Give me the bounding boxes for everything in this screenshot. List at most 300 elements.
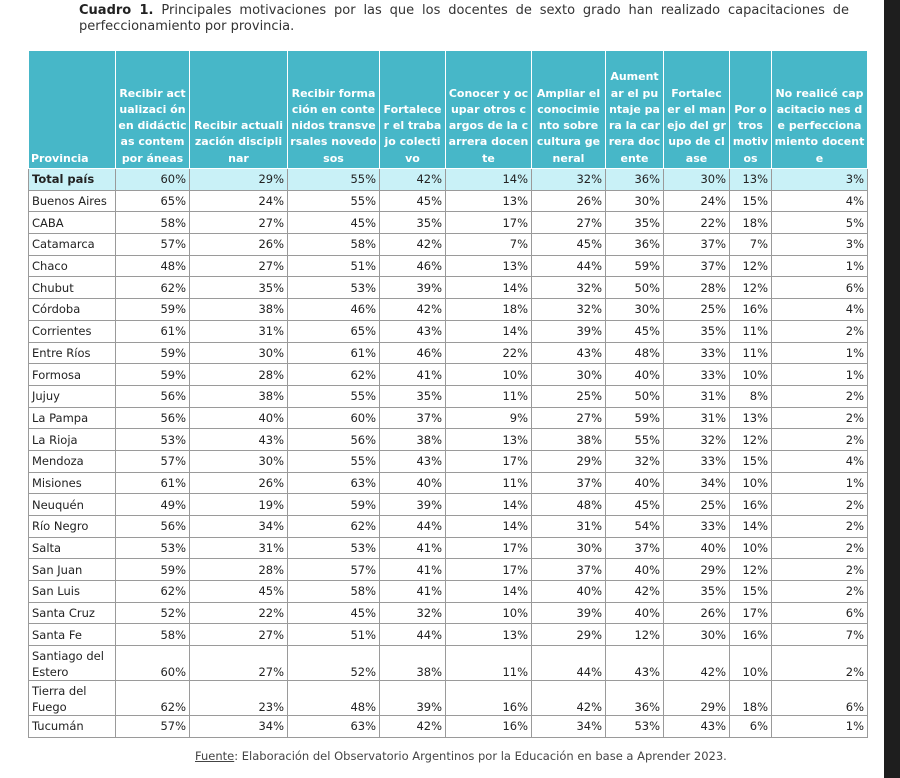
value-cell: 55% [288, 450, 380, 472]
value-cell: 16% [730, 624, 772, 646]
value-cell: 17% [446, 559, 532, 581]
value-cell: 60% [116, 646, 190, 681]
value-cell: 6% [730, 716, 772, 738]
value-cell: 12% [730, 255, 772, 277]
value-cell: 15% [730, 450, 772, 472]
value-cell: 10% [730, 537, 772, 559]
value-cell: 10% [446, 364, 532, 386]
value-cell: 11% [446, 385, 532, 407]
province-cell: Córdoba [29, 299, 116, 321]
province-cell: Tucumán [29, 716, 116, 738]
table-row [29, 364, 868, 386]
value-cell: 10% [730, 472, 772, 494]
province-cell: Corrientes [29, 320, 116, 342]
value-cell: 56% [288, 429, 380, 451]
province-cell: Jujuy [29, 385, 116, 407]
value-cell: 55% [288, 190, 380, 212]
value-cell: 42% [380, 299, 446, 321]
value-cell: 37% [664, 255, 730, 277]
table-row [29, 602, 868, 624]
value-cell: 38% [190, 385, 288, 407]
value-cell: 35% [606, 212, 664, 234]
value-cell: 59% [288, 494, 380, 516]
value-cell: 1% [772, 342, 868, 364]
value-cell: 29% [532, 624, 606, 646]
value-cell: 55% [288, 385, 380, 407]
value-cell: 2% [772, 429, 868, 451]
value-cell: 12% [730, 429, 772, 451]
value-cell: 38% [190, 299, 288, 321]
value-cell: 27% [532, 212, 606, 234]
value-cell: 50% [606, 385, 664, 407]
province-cell: Catamarca [29, 234, 116, 256]
value-cell: 25% [532, 385, 606, 407]
value-cell: 43% [606, 646, 664, 681]
value-cell: 65% [288, 320, 380, 342]
value-cell: 14% [730, 516, 772, 538]
province-cell: La Rioja [29, 429, 116, 451]
value-cell: 30% [664, 624, 730, 646]
table-body [29, 169, 868, 738]
province-cell: Total país [29, 169, 116, 191]
value-cell: 44% [532, 255, 606, 277]
value-cell: 10% [730, 646, 772, 681]
value-cell: 32% [606, 450, 664, 472]
value-cell: 13% [730, 169, 772, 191]
value-cell: 48% [288, 681, 380, 716]
value-cell: 16% [446, 681, 532, 716]
value-cell: 43% [380, 450, 446, 472]
value-cell: 61% [116, 472, 190, 494]
table-row [29, 212, 868, 234]
value-cell: 40% [380, 472, 446, 494]
value-cell: 34% [532, 716, 606, 738]
value-cell: 59% [606, 407, 664, 429]
value-cell: 1% [772, 716, 868, 738]
value-cell: 34% [190, 516, 288, 538]
table-row [29, 559, 868, 581]
value-cell: 10% [730, 364, 772, 386]
value-cell: 13% [730, 407, 772, 429]
table-row [29, 681, 868, 716]
value-cell: 37% [606, 537, 664, 559]
column-header-provincia: Provincia [29, 51, 116, 169]
value-cell: 30% [190, 342, 288, 364]
value-cell: 16% [730, 494, 772, 516]
value-cell: 7% [772, 624, 868, 646]
value-cell: 13% [446, 255, 532, 277]
value-cell: 2% [772, 646, 868, 681]
province-cell: Mendoza [29, 450, 116, 472]
value-cell: 62% [116, 681, 190, 716]
value-cell: 39% [380, 277, 446, 299]
value-cell: 37% [664, 234, 730, 256]
value-cell: 56% [116, 407, 190, 429]
value-cell: 26% [664, 602, 730, 624]
province-cell: Chaco [29, 255, 116, 277]
value-cell: 34% [190, 716, 288, 738]
value-cell: 62% [288, 364, 380, 386]
value-cell: 29% [664, 559, 730, 581]
value-cell: 53% [288, 277, 380, 299]
value-cell: 56% [116, 385, 190, 407]
value-cell: 33% [664, 450, 730, 472]
motivations-table [28, 50, 868, 738]
value-cell: 18% [730, 681, 772, 716]
value-cell: 11% [446, 646, 532, 681]
value-cell: 13% [446, 429, 532, 451]
value-cell: 49% [116, 494, 190, 516]
table-row [29, 494, 868, 516]
value-cell: 42% [664, 646, 730, 681]
table-row [29, 234, 868, 256]
value-cell: 34% [664, 472, 730, 494]
table-row [29, 385, 868, 407]
value-cell: 26% [190, 472, 288, 494]
value-cell: 41% [380, 364, 446, 386]
value-cell: 41% [380, 559, 446, 581]
value-cell: 32% [664, 429, 730, 451]
value-cell: 57% [288, 559, 380, 581]
value-cell: 7% [730, 234, 772, 256]
value-cell: 8% [730, 385, 772, 407]
value-cell: 23% [190, 681, 288, 716]
province-cell: San Luis [29, 581, 116, 603]
value-cell: 17% [446, 537, 532, 559]
value-cell: 52% [288, 646, 380, 681]
value-cell: 55% [606, 429, 664, 451]
value-cell: 31% [190, 537, 288, 559]
value-cell: 4% [772, 190, 868, 212]
value-cell: 2% [772, 559, 868, 581]
value-cell: 1% [772, 472, 868, 494]
value-cell: 40% [664, 537, 730, 559]
value-cell: 4% [772, 299, 868, 321]
value-cell: 30% [532, 364, 606, 386]
column-header: No realicé capacitacio nes de perfecciona miento docente [772, 51, 868, 169]
province-cell: Chubut [29, 277, 116, 299]
value-cell: 42% [380, 234, 446, 256]
value-cell: 2% [772, 407, 868, 429]
value-cell: 57% [116, 450, 190, 472]
value-cell: 24% [664, 190, 730, 212]
table-row [29, 190, 868, 212]
table-caption [79, 3, 849, 35]
value-cell: 32% [532, 277, 606, 299]
column-header: Recibir actualización disciplinar [190, 51, 288, 169]
table-row [29, 255, 868, 277]
value-cell: 28% [190, 364, 288, 386]
value-cell: 30% [664, 169, 730, 191]
column-header: Aument ar el puntaje para la carrera docente [606, 51, 664, 169]
value-cell: 38% [532, 429, 606, 451]
value-cell: 53% [288, 537, 380, 559]
value-cell: 33% [664, 342, 730, 364]
value-cell: 40% [190, 407, 288, 429]
value-cell: 29% [664, 681, 730, 716]
value-cell: 38% [380, 429, 446, 451]
value-cell: 10% [446, 602, 532, 624]
value-cell: 39% [532, 320, 606, 342]
column-header: Conocer y ocupar otros cargos de la carrera docente [446, 51, 532, 169]
value-cell: 55% [288, 169, 380, 191]
value-cell: 27% [190, 646, 288, 681]
value-cell: 48% [116, 255, 190, 277]
value-cell: 11% [730, 342, 772, 364]
value-cell: 63% [288, 716, 380, 738]
value-cell: 43% [380, 320, 446, 342]
value-cell: 13% [446, 190, 532, 212]
value-cell: 32% [532, 299, 606, 321]
value-cell: 59% [116, 299, 190, 321]
table-row [29, 581, 868, 603]
value-cell: 32% [380, 602, 446, 624]
value-cell: 58% [116, 212, 190, 234]
value-cell: 22% [446, 342, 532, 364]
table-row [29, 472, 868, 494]
value-cell: 27% [190, 212, 288, 234]
table-row [29, 450, 868, 472]
column-header: Por otros motivos [730, 51, 772, 169]
province-cell: Entre Ríos [29, 342, 116, 364]
value-cell: 2% [772, 494, 868, 516]
province-cell: Tierra del Fuego [29, 681, 116, 716]
value-cell: 14% [446, 277, 532, 299]
value-cell: 17% [730, 602, 772, 624]
value-cell: 38% [380, 646, 446, 681]
value-cell: 50% [606, 277, 664, 299]
value-cell: 29% [532, 450, 606, 472]
value-cell: 40% [532, 581, 606, 603]
value-cell: 60% [288, 407, 380, 429]
value-cell: 44% [380, 516, 446, 538]
value-cell: 62% [116, 581, 190, 603]
value-cell: 59% [116, 342, 190, 364]
table-header-row [29, 51, 868, 169]
value-cell: 40% [606, 364, 664, 386]
value-cell: 56% [116, 516, 190, 538]
value-cell: 7% [446, 234, 532, 256]
viewer-side-bar [884, 0, 900, 778]
value-cell: 35% [664, 581, 730, 603]
value-cell: 58% [288, 234, 380, 256]
value-cell: 14% [446, 516, 532, 538]
value-cell: 42% [380, 716, 446, 738]
value-cell: 37% [380, 407, 446, 429]
value-cell: 37% [532, 472, 606, 494]
value-cell: 30% [190, 450, 288, 472]
value-cell: 5% [772, 212, 868, 234]
table-row [29, 277, 868, 299]
value-cell: 18% [446, 299, 532, 321]
value-cell: 59% [116, 559, 190, 581]
table-row [29, 299, 868, 321]
column-header: Fortalec er el manejo del grupo de clase [664, 51, 730, 169]
value-cell: 2% [772, 537, 868, 559]
value-cell: 60% [116, 169, 190, 191]
value-cell: 63% [288, 472, 380, 494]
table-row [29, 624, 868, 646]
province-cell: San Juan [29, 559, 116, 581]
value-cell: 2% [772, 320, 868, 342]
table-row [29, 342, 868, 364]
value-cell: 26% [190, 234, 288, 256]
source-text: : Elaboración del Observatorio Argentinos por la Educación en base a Aprender 2023. [234, 749, 727, 763]
value-cell: 18% [730, 212, 772, 234]
column-header: Ampliar el conocimie nto sobre cultura general [532, 51, 606, 169]
total-row [29, 169, 868, 191]
value-cell: 45% [532, 234, 606, 256]
value-cell: 46% [288, 299, 380, 321]
value-cell: 28% [190, 559, 288, 581]
value-cell: 31% [664, 385, 730, 407]
province-cell: Santiago del Estero [29, 646, 116, 681]
province-cell: La Pampa [29, 407, 116, 429]
value-cell: 30% [606, 299, 664, 321]
value-cell: 45% [606, 320, 664, 342]
value-cell: 12% [606, 624, 664, 646]
province-cell: Salta [29, 537, 116, 559]
value-cell: 1% [772, 255, 868, 277]
value-cell: 61% [116, 320, 190, 342]
value-cell: 17% [446, 212, 532, 234]
value-cell: 41% [380, 537, 446, 559]
value-cell: 31% [664, 407, 730, 429]
value-cell: 28% [664, 277, 730, 299]
value-cell: 46% [380, 342, 446, 364]
value-cell: 45% [288, 602, 380, 624]
source-label: Fuente [195, 749, 235, 763]
column-header: Recibir formación en contenidos transversales novedosos [288, 51, 380, 169]
value-cell: 62% [116, 277, 190, 299]
value-cell: 35% [664, 320, 730, 342]
value-cell: 3% [772, 234, 868, 256]
value-cell: 40% [606, 602, 664, 624]
value-cell: 45% [606, 494, 664, 516]
province-cell: Formosa [29, 364, 116, 386]
value-cell: 54% [606, 516, 664, 538]
value-cell: 30% [532, 537, 606, 559]
value-cell: 51% [288, 255, 380, 277]
value-cell: 45% [380, 190, 446, 212]
value-cell: 22% [664, 212, 730, 234]
value-cell: 31% [190, 320, 288, 342]
column-header: Recibir actualizaci ón en didácticas contempor áneas [116, 51, 190, 169]
value-cell: 14% [446, 320, 532, 342]
value-cell: 43% [532, 342, 606, 364]
value-cell: 15% [730, 581, 772, 603]
table-row [29, 407, 868, 429]
value-cell: 27% [532, 407, 606, 429]
value-cell: 53% [116, 429, 190, 451]
value-cell: 6% [772, 602, 868, 624]
value-cell: 14% [446, 494, 532, 516]
value-cell: 35% [380, 385, 446, 407]
value-cell: 6% [772, 681, 868, 716]
value-cell: 35% [190, 277, 288, 299]
value-cell: 17% [446, 450, 532, 472]
value-cell: 14% [446, 169, 532, 191]
value-cell: 39% [380, 494, 446, 516]
value-cell: 33% [664, 516, 730, 538]
value-cell: 11% [730, 320, 772, 342]
value-cell: 39% [532, 602, 606, 624]
value-cell: 58% [116, 624, 190, 646]
value-cell: 25% [664, 299, 730, 321]
value-cell: 36% [606, 681, 664, 716]
value-cell: 35% [380, 212, 446, 234]
province-cell: Santa Cruz [29, 602, 116, 624]
table-row [29, 516, 868, 538]
table-row [29, 716, 868, 738]
province-cell: Misiones [29, 472, 116, 494]
value-cell: 3% [772, 169, 868, 191]
table-row [29, 429, 868, 451]
value-cell: 58% [288, 581, 380, 603]
value-cell: 33% [664, 364, 730, 386]
value-cell: 48% [606, 342, 664, 364]
value-cell: 42% [380, 169, 446, 191]
table-row [29, 646, 868, 681]
value-cell: 43% [664, 716, 730, 738]
value-cell: 59% [606, 255, 664, 277]
source-note [195, 749, 727, 763]
value-cell: 45% [288, 212, 380, 234]
value-cell: 65% [116, 190, 190, 212]
value-cell: 40% [606, 559, 664, 581]
value-cell: 9% [446, 407, 532, 429]
value-cell: 22% [190, 602, 288, 624]
value-cell: 31% [532, 516, 606, 538]
province-cell: Río Negro [29, 516, 116, 538]
value-cell: 46% [380, 255, 446, 277]
value-cell: 13% [446, 624, 532, 646]
province-cell: CABA [29, 212, 116, 234]
value-cell: 14% [446, 581, 532, 603]
value-cell: 12% [730, 559, 772, 581]
value-cell: 62% [288, 516, 380, 538]
value-cell: 41% [380, 581, 446, 603]
value-cell: 59% [116, 364, 190, 386]
value-cell: 32% [532, 169, 606, 191]
value-cell: 1% [772, 364, 868, 386]
value-cell: 2% [772, 581, 868, 603]
table-row [29, 320, 868, 342]
value-cell: 42% [606, 581, 664, 603]
column-header: Fortalecer el trabajo colectivo [380, 51, 446, 169]
value-cell: 37% [532, 559, 606, 581]
value-cell: 19% [190, 494, 288, 516]
province-cell: Buenos Aires [29, 190, 116, 212]
value-cell: 6% [772, 277, 868, 299]
value-cell: 44% [532, 646, 606, 681]
caption-text: Principales motivaciones por las que los docentes de sexto grado han realizado capacitaciones de perfeccionamiento por provincia. [79, 3, 850, 34]
value-cell: 36% [606, 234, 664, 256]
table-row [29, 537, 868, 559]
value-cell: 11% [446, 472, 532, 494]
province-cell: Neuquén [29, 494, 116, 516]
value-cell: 27% [190, 624, 288, 646]
value-cell: 57% [116, 716, 190, 738]
value-cell: 16% [730, 299, 772, 321]
value-cell: 53% [606, 716, 664, 738]
province-cell: Santa Fe [29, 624, 116, 646]
value-cell: 57% [116, 234, 190, 256]
value-cell: 44% [380, 624, 446, 646]
value-cell: 25% [664, 494, 730, 516]
value-cell: 24% [190, 190, 288, 212]
caption-label: Cuadro 1. [79, 3, 154, 18]
